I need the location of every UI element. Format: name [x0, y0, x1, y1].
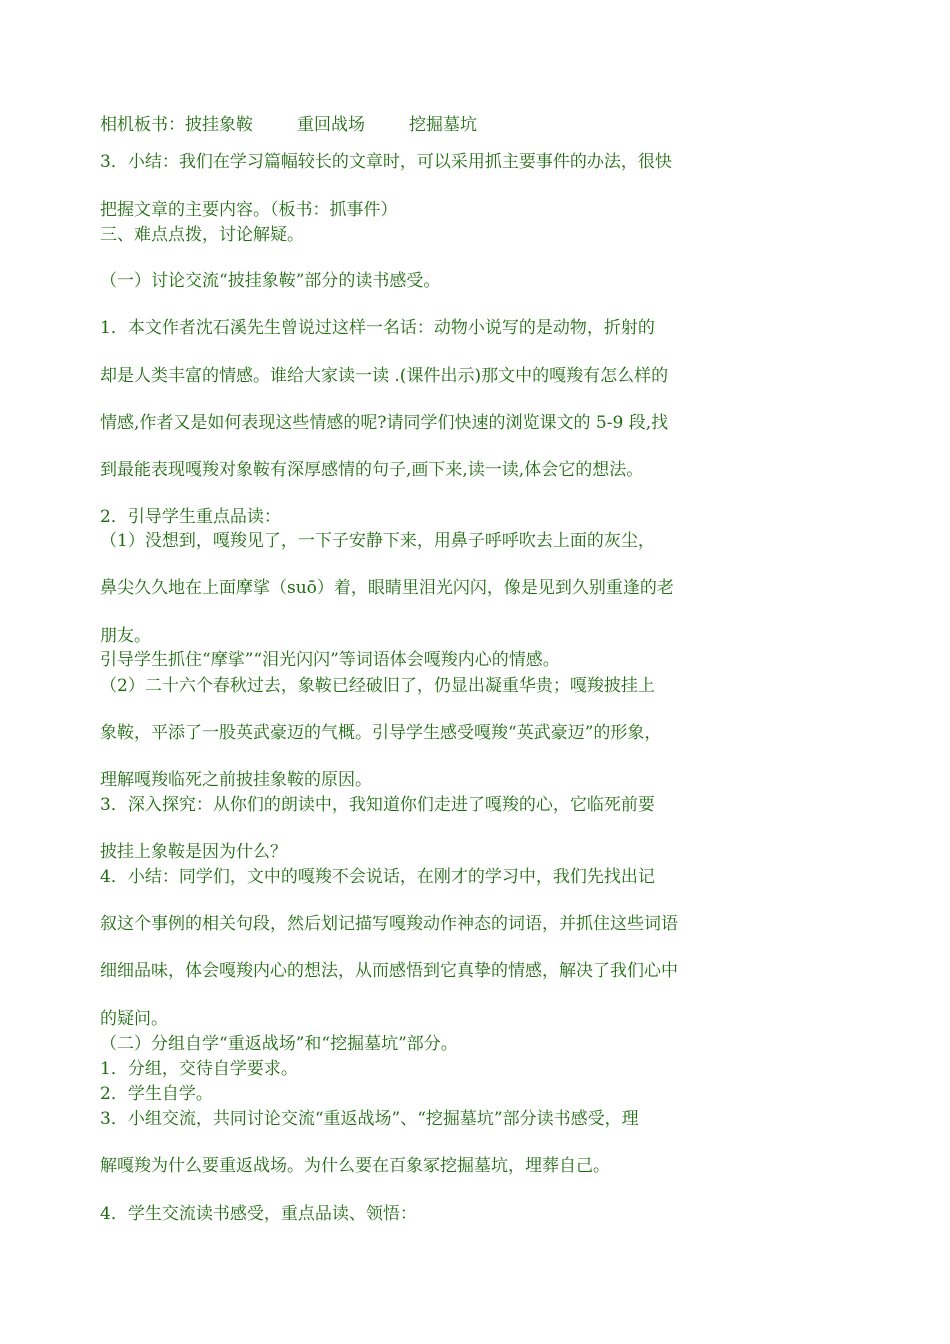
board-item-1: 披挂象鞍: [185, 115, 253, 135]
subsection-heading: （二）分组自学“重返战场”和“挖掘墓坑”部分。: [100, 1034, 458, 1054]
list-item: 1．分组，交待自学要求。: [100, 1059, 298, 1079]
board-writing-line: [100, 114, 477, 136]
paragraph-line: （1）没想到，嘎羧见了，一下子安静下来，用鼻子呼呼吹去上面的灰尘，: [100, 531, 655, 551]
paragraph-line: 鼻尖久久地在上面摩挲（suō）着，眼睛里泪光闪闪，像是见到久别重逢的老: [100, 578, 674, 598]
list-item: 3．小组交流，共同讨论交流“重返战场”、“挖掘墓坑”部分读书感受，理: [100, 1109, 639, 1129]
paragraph-line: 到最能表现嘎羧对象鞍有深厚感情的句子,画下来,读一读,体会它的想法。: [100, 460, 644, 480]
board-writing-label: 相机板书：: [100, 115, 185, 135]
paragraph-line: 却是人类丰富的情感。谁给大家读一读 .(课件出示)那文中的嘎羧有怎么样的: [100, 366, 669, 386]
paragraph-line: 象鞍，平添了一股英武豪迈的气概。引导学生感受嘎羧“英武豪迈”的形象，: [100, 723, 662, 743]
list-item: 2．学生自学。: [100, 1084, 213, 1104]
paragraph-line: 解嘎羧为什么要重返战场。为什么要在百象冢挖掘墓坑，埋葬自己。: [100, 1156, 610, 1176]
paragraph-line: 1．本文作者沈石溪先生曾说过这样一名话：动物小说写的是动物，折射的: [100, 318, 655, 338]
paragraph-line: 披挂上象鞍是因为什么？: [100, 842, 287, 862]
paragraph-line: 细细品味，体会嘎羧内心的想法，从而感悟到它真挚的情感，解决了我们心中: [100, 961, 678, 981]
section-heading: 三、难点点拨，讨论解疑。: [100, 225, 304, 245]
subsection-heading: （一）讨论交流“披挂象鞍”部分的读书感受。: [100, 271, 441, 291]
paragraph-line: 理解嘎羧临死之前披挂象鞍的原因。: [100, 770, 372, 790]
paragraph-line: 朋友。: [100, 626, 151, 646]
paragraph-line: 3．深入探究：从你们的朗读中，我知道你们走进了嘎羧的心，它临死前要: [100, 795, 655, 815]
list-item: 4．学生交流读书感受，重点品读、领悟：: [100, 1204, 417, 1224]
paragraph-line: 2．引导学生重点品读：: [100, 507, 281, 527]
board-item-2: 重回战场: [297, 115, 365, 135]
paragraph-line: 4．小结：同学们，文中的嘎羧不会说话，在刚才的学习中，我们先找出记: [100, 867, 655, 887]
paragraph-line: 的疑问。: [100, 1009, 168, 1029]
paragraph-line: 3．小结：我们在学习篇幅较长的文章时，可以采用抓主要事件的办法，很快: [100, 152, 672, 172]
paragraph-line: 引导学生抓住“摩挲”“泪光闪闪”等词语体会嘎羧内心的情感。: [100, 650, 560, 670]
paragraph-line: 叙这个事例的相关句段，然后划记描写嘎羧动作神态的词语，并抓住这些词语: [100, 914, 678, 934]
board-item-3: 挖掘墓坑: [409, 115, 477, 135]
paragraph-line: （2）二十六个春秋过去，象鞍已经破旧了，仍显出凝重华贵；嘎羧披挂上: [100, 676, 655, 696]
paragraph-line: 情感,作者又是如何表现这些情感的呢?请同学们快速的浏览课文的 5-9 段,找: [100, 413, 669, 433]
paragraph-line: 把握文章的主要内容。（板书：抓事件）: [100, 200, 398, 220]
